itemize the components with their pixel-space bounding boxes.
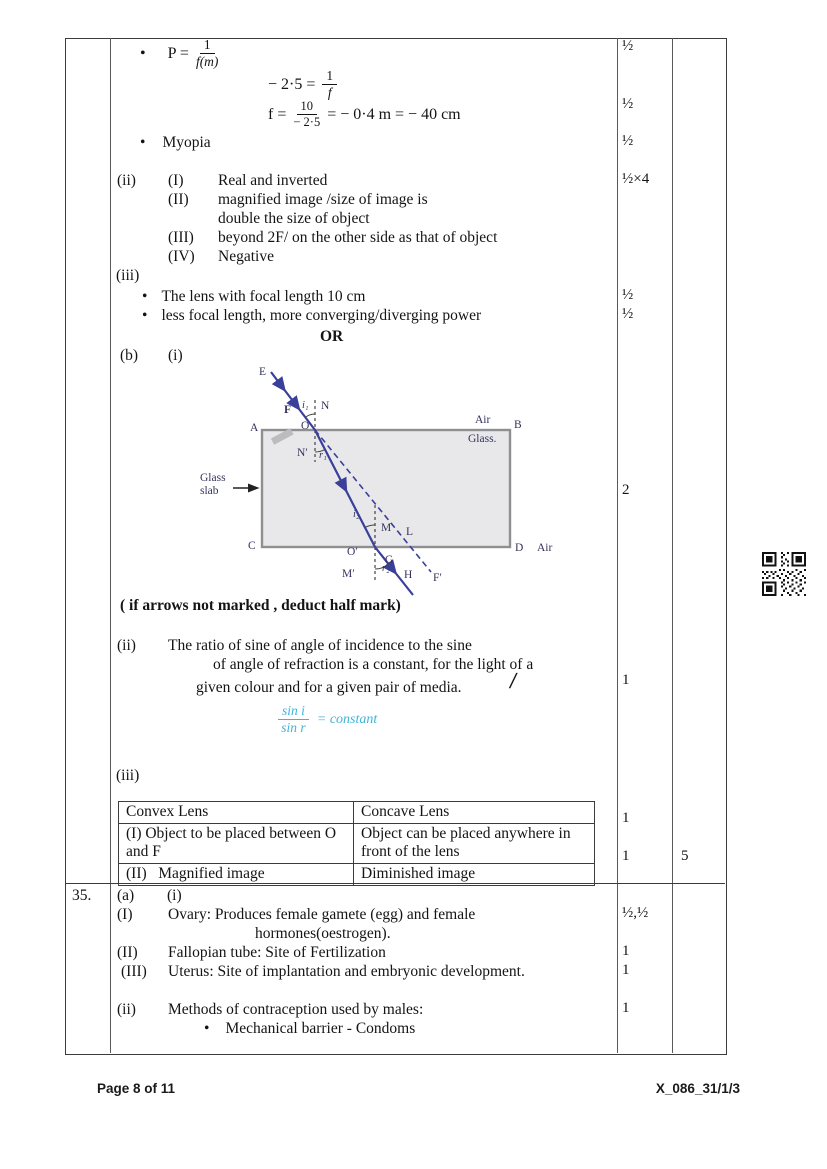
corner-label-D: D: [515, 542, 524, 554]
table-header-concave: Concave Lens: [354, 802, 595, 824]
marks-value: 1: [622, 672, 630, 688]
item-label: (III): [121, 963, 147, 980]
myopia-line: [140, 133, 211, 152]
answer-text: of angle of refraction is a constant, for the light of a: [213, 656, 534, 673]
ray-point-label-H: H: [404, 569, 413, 581]
snell-law-formula: [278, 704, 377, 735]
item-label: (I): [117, 906, 133, 923]
page-number: Page 8 of 11: [97, 1081, 176, 1096]
refraction-rays-figure: [185, 362, 557, 614]
answer-text: Mechanical barrier - Condoms: [225, 1020, 416, 1037]
substitution-formula-line: [268, 69, 337, 100]
item-label: (I): [168, 172, 184, 189]
answer-text: Ovary: Produces female gamete (egg) and female: [168, 906, 476, 923]
fraction-denominator: f: [327, 85, 332, 101]
exit-point-label-O-prime: O′: [347, 546, 358, 558]
slab-caption-line2: slab: [200, 485, 219, 497]
slab-caption-line1: Glass: [200, 472, 226, 484]
ray-point-label-F: F: [284, 404, 292, 416]
answer-line: [117, 171, 327, 190]
sub-part-label: (i): [167, 887, 182, 904]
answer-line: [168, 228, 497, 247]
part-label: (ii): [117, 172, 136, 189]
answer-text: beyond 2F/ on the other side as that of object: [218, 229, 498, 246]
normal-label-N: N: [321, 400, 330, 412]
angle-label-r1: r₁: [319, 450, 327, 461]
answer-text: hormones(oestrogen).: [255, 925, 391, 942]
marks-value: ½: [622, 133, 634, 149]
grader-tick-mark: /: [508, 668, 519, 693]
answer-line: [168, 247, 274, 266]
answer-line: [117, 886, 182, 905]
table-cell: (I) Object to be placed between O and F: [119, 824, 354, 864]
marks-value: 1: [622, 810, 630, 826]
formula-result: = − 0·4 m = − 40 cm: [327, 105, 461, 123]
fraction: [293, 100, 320, 129]
answer-text: The ratio of sine of angle of incidence to the sine: [168, 637, 472, 654]
answer-line: [117, 905, 475, 924]
bullet-icon: •: [204, 1020, 210, 1037]
table-row: [119, 824, 595, 864]
total-column-divider: [672, 38, 673, 1053]
part-label: (a): [117, 887, 135, 904]
answer-line: [213, 655, 533, 674]
part-label: (iii): [116, 767, 140, 784]
item-label: (IV): [168, 248, 195, 265]
marks-value: 1: [622, 1000, 630, 1016]
medium-label-air-top: Air: [475, 414, 491, 426]
answer-text: less focal length, more converging/diverging power: [161, 307, 482, 324]
table-row: [119, 802, 595, 824]
part-label: (ii): [117, 637, 136, 654]
fraction-numerator: 1: [200, 38, 215, 54]
corner-label-A: A: [250, 422, 259, 434]
formula-pre: P =: [167, 44, 189, 62]
answer-text: The lens with focal length 10 cm: [161, 288, 366, 305]
exit-point-label-L: L: [406, 526, 414, 538]
answer-text: Negative: [218, 248, 274, 265]
question-number: 35.: [72, 887, 92, 904]
item-label: (II): [168, 191, 189, 208]
qr-code: [762, 551, 806, 602]
marks-value: ½: [622, 306, 634, 322]
formula-result: = constant: [316, 711, 378, 727]
normal-label-M-prime: M′: [342, 568, 355, 580]
answer-text: magnified image /size of image is: [218, 191, 428, 208]
normal-label-N-prime: N′: [297, 447, 308, 459]
table-header-convex: Convex Lens: [119, 802, 354, 824]
bullet-icon: •: [140, 134, 146, 151]
marks-value: 1: [622, 943, 630, 959]
answer-line: [121, 962, 525, 981]
fraction-numerator: 1: [322, 69, 337, 85]
deduct-note: ( if arrows not marked , deduct half mark): [120, 597, 401, 614]
formula-pre: f =: [268, 105, 287, 123]
answer-line: [120, 346, 183, 365]
formula-pre: − 2·5 =: [268, 75, 316, 93]
glass-slab-refraction-diagram: [185, 362, 557, 614]
answer-line: [117, 1000, 423, 1019]
ray-point-label-E: E: [259, 366, 267, 378]
sub-part-label: (i): [168, 347, 183, 364]
answer-line: [255, 924, 391, 943]
marks-value: ½: [622, 287, 634, 303]
or-divider: OR: [320, 328, 344, 345]
answer-line: [142, 287, 365, 306]
answer-text: Uterus: Site of implantation and embryonic development.: [168, 963, 525, 980]
fraction: [196, 38, 219, 69]
question-column-divider: [110, 38, 111, 1053]
fraction-denominator: sin r: [281, 720, 306, 736]
bullet-icon: •: [142, 288, 148, 305]
answer-text: Methods of contraception used by males:: [168, 1001, 424, 1018]
qr-code-image: [762, 551, 806, 597]
answer-line: [218, 209, 370, 228]
ray-point-label-G: G: [385, 554, 394, 566]
fraction-numerator: sin i: [278, 704, 309, 720]
power-formula-line: [140, 38, 218, 69]
fraction: [322, 69, 337, 100]
item-label: (III): [168, 229, 194, 246]
marks-value: ½: [622, 38, 634, 54]
answer-text: double the size of object: [218, 210, 370, 227]
answer-text: given colour and for a given pair of media.: [196, 679, 462, 696]
part-label: (iii): [116, 267, 140, 284]
part-label: (ii): [117, 1001, 136, 1018]
answer-line: [196, 678, 462, 697]
answer-line: [168, 190, 428, 209]
medium-label-air-bottom: Air: [537, 542, 553, 554]
part-label: (b): [120, 347, 139, 364]
marks-value: 2: [622, 482, 630, 498]
lens-comparison-table: [118, 801, 595, 886]
marks-value: ½,½: [622, 905, 649, 921]
bullet-icon: •: [142, 307, 148, 324]
total-marks-value: 5: [681, 848, 689, 864]
answer-line: [117, 636, 472, 655]
item-label: (II): [117, 944, 138, 961]
marks-value: ½×4: [622, 171, 650, 187]
marks-value: 1: [622, 848, 630, 864]
answer-text: Real and inverted: [218, 172, 328, 189]
answer-line: [142, 306, 481, 325]
table-cell: Object can be placed anywhere in front of the lens: [354, 824, 595, 864]
angle-label-r2: r₂: [382, 563, 390, 574]
fraction-numerator: 10: [297, 100, 318, 115]
answer-text: Fallopian tube: Site of Fertilization: [168, 944, 386, 961]
answer-line: [204, 1019, 415, 1038]
angle-label-i2: i₂: [353, 509, 360, 520]
incidence-point-label-O: O: [301, 420, 310, 432]
paper-code: X_086_31/1/3: [655, 1081, 740, 1096]
angle-label-i1: i₁: [302, 400, 309, 411]
table-row: [119, 864, 595, 886]
medium-label-glass: Glass.: [468, 433, 497, 445]
fraction-denominator: f(m): [195, 54, 219, 70]
fraction-denominator: − 2·5: [293, 115, 321, 130]
ray-point-label-F-prime: F′: [433, 572, 442, 584]
marks-value: 1: [622, 962, 630, 978]
table-cell: Diminished image: [354, 864, 595, 886]
answer-line: [117, 943, 386, 962]
normal-label-M: M: [381, 522, 392, 534]
corner-label-B: B: [514, 419, 522, 431]
corner-label-C: C: [248, 540, 256, 552]
marks-column-divider: [617, 38, 618, 1053]
table-cell: (II) Magnified image: [119, 864, 354, 886]
focal-length-formula-line: [268, 100, 461, 129]
marks-value: ½: [622, 96, 634, 112]
bullet-icon: •: [140, 44, 146, 62]
fraction: [278, 704, 309, 735]
answer-text: Myopia: [162, 134, 211, 151]
